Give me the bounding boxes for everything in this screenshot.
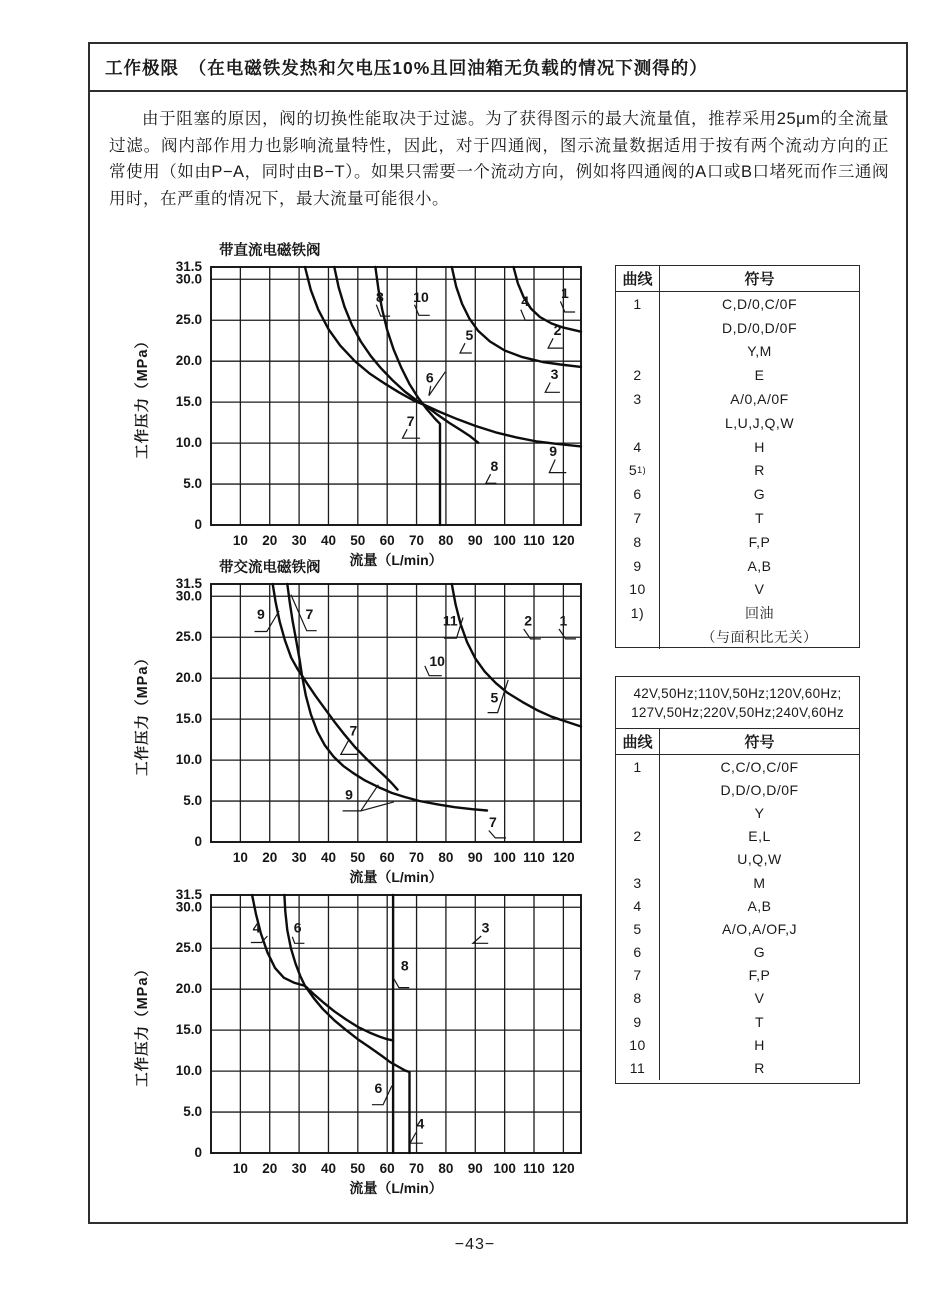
symbol-cell: L,U,J,Q,W <box>724 414 795 431</box>
symbol-cell: D,D/O,D/0F <box>720 781 799 798</box>
symbol-cell: G <box>753 486 766 503</box>
x-axis-tick-label: 40 <box>320 533 336 548</box>
symbol-cell: T <box>754 1013 765 1030</box>
curve-number-cell: 3 <box>616 871 660 894</box>
curve-number-cell <box>616 801 660 824</box>
y-axis-title: 工作压力（MPa） <box>135 333 151 459</box>
curve-number-cell: 7 <box>616 964 660 987</box>
x-axis-title: 流量（L/min） <box>349 1180 443 1196</box>
content-frame <box>88 42 908 1224</box>
symbol-cell: C,D/0,C/0F <box>721 295 797 312</box>
curve-label: 7 <box>349 722 358 739</box>
x-axis-tick-label: 90 <box>467 533 483 548</box>
symbol-cell: Y,M <box>747 343 772 360</box>
curve-5 <box>452 584 581 727</box>
y-axis-tick-label: 30.0 <box>175 588 202 604</box>
table-row <box>616 578 859 602</box>
label-leader <box>460 343 472 353</box>
x-axis-tick-label: 110 <box>523 1161 545 1176</box>
table-row <box>616 987 859 1010</box>
y-axis-tick-label: 25.0 <box>175 629 202 645</box>
curve-number-cell: 3 <box>616 387 660 411</box>
table-row <box>616 482 859 506</box>
curve-number-cell: 2 <box>616 825 660 848</box>
y-axis-tick-label: 0 <box>194 517 202 532</box>
curve-label: 3 <box>481 919 490 936</box>
dc-solenoid-chart-svg <box>123 239 628 572</box>
curve-number-cell: 4 <box>616 894 660 917</box>
table-row <box>616 625 859 649</box>
x-axis-tick-label: 90 <box>467 1161 483 1176</box>
table-row <box>616 964 859 987</box>
symbol-cell: R <box>754 1060 765 1077</box>
table-row <box>616 601 859 625</box>
chart-title: 带直流电磁铁阀 <box>219 243 321 259</box>
chart-title: 带交流电磁铁阀 <box>219 560 321 576</box>
symbol-cell: 回油 <box>745 605 774 622</box>
table-row <box>616 871 859 894</box>
table-row <box>616 1056 859 1079</box>
table-row <box>616 340 859 364</box>
symbol-column-header: 符号 <box>744 734 775 751</box>
y-axis-tick-label: 0 <box>194 834 202 849</box>
y-axis-tick-label: 25.0 <box>175 312 202 328</box>
curve-number-cell: 6 <box>616 482 660 506</box>
y-axis-tick-label: 5.0 <box>183 476 202 492</box>
table-row <box>616 801 859 824</box>
y-axis-title: 工作压力（MPa） <box>135 650 151 776</box>
curve-symbol-table-2 <box>616 729 859 1080</box>
curve-label: 2 <box>524 612 533 629</box>
plot-border <box>211 895 581 1153</box>
x-axis-tick-label: 40 <box>320 850 336 865</box>
x-axis-tick-label: 30 <box>291 533 307 548</box>
symbol-cell: G <box>753 944 766 961</box>
voltage-line-2: 127V,50Hz;220V,50Hz;240V,60Hz <box>631 704 844 720</box>
symbol-cell: A,B <box>747 557 772 574</box>
y-axis-title: 工作压力（MPa） <box>135 961 151 1087</box>
curve-number-cell <box>616 778 660 801</box>
symbol-cell: H <box>754 1036 765 1053</box>
symbol-cell: U,Q,W <box>737 851 782 868</box>
table-row <box>616 778 859 801</box>
curve-label: 11 <box>442 612 458 629</box>
symbol-cell: R <box>754 462 765 479</box>
table-row <box>616 1010 859 1033</box>
table-row <box>616 755 859 778</box>
symbol-cell: （与面积比无关） <box>701 629 818 646</box>
x-axis-tick-label: 30 <box>291 1161 307 1176</box>
x-axis-tick-label: 60 <box>379 533 395 548</box>
y-axis-tick-label: 31.5 <box>175 259 202 274</box>
curve-6 <box>284 895 393 1040</box>
symbol-cell: F,P <box>748 967 771 984</box>
curve-label: 7 <box>305 606 314 623</box>
curve-number-cell <box>616 316 660 340</box>
y-axis-tick-label: 10.0 <box>175 435 202 451</box>
curve-number-cell: 10 <box>616 578 660 602</box>
table-row <box>616 506 859 530</box>
label-leader <box>560 301 575 312</box>
x-axis-tick-label: 70 <box>409 1161 425 1176</box>
curve-number-cell <box>616 340 660 364</box>
curve-number-cell <box>616 848 660 871</box>
curve-number-cell: 11 <box>616 1056 660 1079</box>
curve-label: 4 <box>416 1115 425 1132</box>
x-axis-tick-label: 10 <box>232 533 248 548</box>
y-axis-tick-label: 10.0 <box>175 1063 202 1079</box>
x-axis-tick-label: 50 <box>350 850 366 865</box>
curve-label: 9 <box>345 786 353 803</box>
symbol-cell: Y <box>754 804 765 821</box>
y-axis-tick-label: 15.0 <box>175 394 202 410</box>
curve-label: 4 <box>252 919 261 936</box>
symbol-cell: A/0,A/0F <box>730 391 789 408</box>
y-axis-tick-label: 10.0 <box>175 752 202 768</box>
x-axis-tick-label: 100 <box>493 1161 516 1176</box>
label-leader <box>548 338 563 348</box>
curve-label: 4 <box>521 293 530 310</box>
y-axis-tick-label: 31.5 <box>175 576 202 591</box>
page-title: 工作极限 （在电磁铁发热和欠电压10%且回油箱无负载的情况下测得的） <box>105 57 708 78</box>
curve-label: 5 <box>490 689 499 706</box>
symbol-column-header: 符号 <box>744 271 775 288</box>
curve-number-cell: 9 <box>616 554 660 578</box>
curve-number-cell: 1) <box>616 601 660 625</box>
body-paragraph: 由于阻塞的原因，阀的切换性能取决于过滤。为了获得图示的最大流量值，推荐采用25μm的全流量过滤。阀内部作用力也影响流量特性，因此，对于四通阀，图示流量数据适用于按有两个流动方向的正常使用（如由P−A，同时由B−T）。如果只需要一个流动方向，例如将四通阀的A口或B口堵死而作三通阀用时，在严重的情况下，最大流量可能很小。 <box>109 110 889 208</box>
table-row <box>616 316 859 340</box>
curve-number-cell: 5 <box>616 917 660 940</box>
x-axis-tick-label: 50 <box>350 533 366 548</box>
x-axis-tick-label: 60 <box>379 1161 395 1176</box>
curve-symbol-table-1 <box>615 265 860 648</box>
voltage-line-1: 42V,50Hz;110V,50Hz;120V,60Hz; <box>633 685 842 701</box>
x-axis-tick-label: 50 <box>350 1161 366 1176</box>
curve-number-cell: 1 <box>616 755 660 778</box>
curve-column-header: 曲线 <box>616 266 660 291</box>
x-axis-title: 流量（L/min） <box>349 869 443 885</box>
x-axis-tick-label: 110 <box>523 533 545 548</box>
curve-label: 2 <box>553 321 562 338</box>
y-axis-tick-label: 20.0 <box>175 670 202 686</box>
table-row <box>616 387 859 411</box>
curve-number-cell: 8 <box>616 987 660 1010</box>
table-header <box>616 266 859 292</box>
y-axis-tick-label: 20.0 <box>175 981 202 997</box>
table-row <box>616 530 859 554</box>
curve-label: 8 <box>375 289 384 306</box>
curve-label: 3 <box>550 366 559 383</box>
curve-label: 8 <box>490 457 499 474</box>
curve-label: 1 <box>559 612 568 629</box>
x-axis-tick-label: 60 <box>379 850 395 865</box>
y-axis-tick-label: 0 <box>194 1145 202 1160</box>
curve-number-cell: 7 <box>616 506 660 530</box>
x-axis-tick-label: 20 <box>262 1161 278 1176</box>
x-axis-tick-label: 100 <box>493 533 516 548</box>
curve-label: 7 <box>406 412 415 429</box>
curve-label: 8 <box>400 957 409 974</box>
table-row <box>616 363 859 387</box>
x-axis-tick-label: 120 <box>552 533 575 548</box>
curve-number-cell: 10 <box>616 1033 660 1056</box>
curve-number-cell: 9 <box>616 1010 660 1033</box>
symbol-cell: A,B <box>747 897 772 914</box>
curve-label: 10 <box>413 289 429 306</box>
curve-label: 9 <box>257 606 265 623</box>
table-row <box>616 459 859 483</box>
curve-number-cell: 6 <box>616 941 660 964</box>
table-row <box>616 435 859 459</box>
table-row <box>616 1033 859 1056</box>
y-axis-tick-label: 5.0 <box>183 1104 202 1120</box>
curve-label: 5 <box>465 326 474 343</box>
x-axis-tick-label: 30 <box>291 850 307 865</box>
x-axis-title: 流量（L/min） <box>349 552 443 568</box>
x-axis-tick-label: 120 <box>552 1161 575 1176</box>
x-axis-tick-label: 10 <box>232 1161 248 1176</box>
x-axis-tick-label: 70 <box>409 850 425 865</box>
curve-number-cell: 5 1) <box>616 459 660 483</box>
curve-number-cell: 1 <box>616 292 660 316</box>
x-axis-tick-label: 110 <box>523 850 545 865</box>
third-chart <box>123 867 628 1205</box>
curve-label: 1 <box>560 285 569 302</box>
table-row <box>616 825 859 848</box>
x-axis-tick-label: 40 <box>320 1161 336 1176</box>
plot-grid <box>211 895 581 1153</box>
symbol-cell: V <box>754 581 765 598</box>
table-row <box>616 411 859 435</box>
label-leader <box>489 831 506 838</box>
curve-label: 6 <box>293 919 302 936</box>
table-row <box>616 941 859 964</box>
x-axis-tick-label: 80 <box>438 1161 454 1176</box>
title-bar <box>90 44 906 92</box>
symbol-cell: D,D/0,D/0F <box>721 319 797 336</box>
curve-label: 6 <box>425 369 434 386</box>
y-axis-tick-label: 30.0 <box>175 271 202 287</box>
x-axis-tick-label: 90 <box>467 850 483 865</box>
y-axis-tick-label: 20.0 <box>175 353 202 369</box>
curve-number-cell: 4 <box>616 435 660 459</box>
x-axis-tick-label: 100 <box>493 850 516 865</box>
x-axis-tick-label: 70 <box>409 533 425 548</box>
symbol-cell: E,L <box>748 828 771 845</box>
y-axis-tick-label: 15.0 <box>175 711 202 727</box>
curve-label: 6 <box>374 1080 383 1097</box>
curve-label: 9 <box>549 443 558 460</box>
voltage-and-table-2 <box>615 676 860 1084</box>
curve-number-cell: 8 <box>616 530 660 554</box>
curve-number-cell <box>616 411 660 435</box>
symbol-cell: M <box>753 874 766 891</box>
label-leader <box>486 474 497 483</box>
x-axis-tick-label: 120 <box>552 850 575 865</box>
curve-label: 7 <box>489 814 497 831</box>
symbol-cell: C,C/O,C/0F <box>720 758 799 775</box>
third-chart-svg <box>123 867 628 1200</box>
symbol-cell: E <box>754 367 765 384</box>
y-axis-tick-label: 30.0 <box>175 899 202 915</box>
curve-number-cell: 2 <box>616 363 660 387</box>
label-leader <box>394 979 410 988</box>
page-number: −43− <box>454 1236 496 1253</box>
symbol-cell: A/O,A/OF,J <box>721 920 797 937</box>
y-axis-tick-label: 25.0 <box>175 940 202 956</box>
symbol-cell: T <box>754 510 765 527</box>
curve-label: 10 <box>429 652 445 669</box>
x-axis-tick-label: 80 <box>438 533 454 548</box>
label-leader <box>403 429 421 438</box>
ac-solenoid-chart-svg <box>123 556 628 889</box>
x-axis-tick-label: 80 <box>438 850 454 865</box>
label-leader <box>545 383 560 393</box>
y-axis-tick-label: 15.0 <box>175 1022 202 1038</box>
table-row <box>616 917 859 940</box>
symbol-cell: F,P <box>748 533 771 550</box>
x-axis-tick-label: 20 <box>262 850 278 865</box>
table-row <box>616 894 859 917</box>
x-axis-tick-label: 10 <box>232 850 248 865</box>
y-axis-tick-label: 31.5 <box>175 887 202 902</box>
curve-column-header: 曲线 <box>616 729 660 754</box>
curve-4 <box>252 895 409 1153</box>
symbol-cell: V <box>754 990 765 1007</box>
table-row <box>616 848 859 871</box>
symbol-cell: H <box>754 438 765 455</box>
curve-number-cell <box>616 625 660 649</box>
table-row <box>616 292 859 316</box>
ac-solenoid-chart <box>123 556 628 894</box>
table-header <box>616 729 859 755</box>
label-leader <box>292 937 304 944</box>
dc-solenoid-chart <box>123 239 628 577</box>
table-row <box>616 554 859 578</box>
voltage-box <box>616 677 859 729</box>
x-axis-tick-label: 20 <box>262 533 278 548</box>
y-axis-tick-label: 5.0 <box>183 793 202 809</box>
